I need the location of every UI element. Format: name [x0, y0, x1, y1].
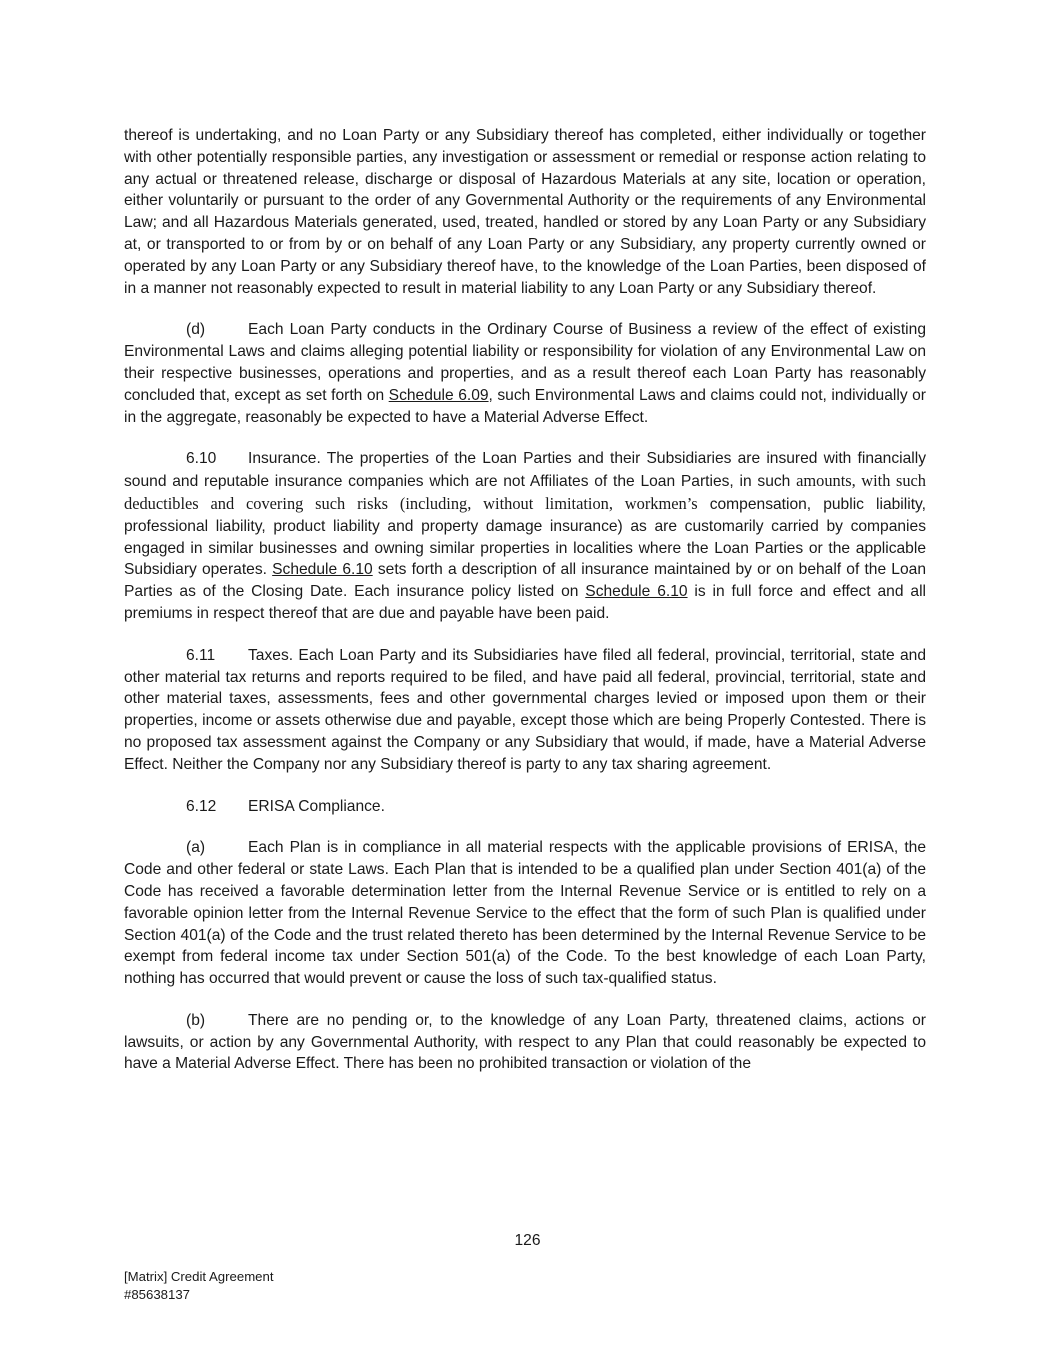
paragraph-text-serif: amounts, with such deductibles and covering such risks (including, without limitation, workmen’s — [124, 471, 926, 513]
paragraph-text: Each Loan Party conducts in the Ordinary Course of Business a review of the effect of existing Environmental Laws and claims alleging potential liability or responsibility for violation of any Environmental Law on their respective businesses, operations and properties, and as a result thereof each Loan Party has reasonably concluded that, except as set forth on — [124, 321, 926, 404]
paragraph-d — [124, 319, 926, 428]
paragraph-a — [124, 837, 926, 990]
clause-label-b: (b) — [186, 1011, 206, 1029]
section-heading: Taxes. — [248, 646, 294, 664]
section-heading: ERISA Compliance. — [248, 797, 385, 815]
section-6-12 — [124, 796, 926, 818]
footer-document-id: #85638137 — [124, 1286, 191, 1302]
section-6-11 — [124, 645, 926, 776]
section-number: 6.12 — [186, 797, 217, 815]
section-heading: Insurance. — [248, 450, 321, 468]
schedule-6-10-reference: Schedule 6.10 — [585, 583, 688, 601]
section-number: 6.10 — [186, 450, 217, 468]
paragraph-text: Each Loan Party and its Subsidiaries have filed all federal, provincial, territorial, state and other material tax returns and reports required to be filed, and have paid all federal, provincial, territorial, state and other material taxes, assessments, fees and other governmental charges levied or imposed upon them or their properties, income or assets otherwise due and payable, except those which are being Properly Contested. There is no proposed tax assessment against the Company or any Subsidiary that would, if made, have a Material Adverse Effect. Neither the Company nor any Subsidiary thereof is party to any tax sharing agreement. — [124, 646, 926, 773]
page-number: 126 — [514, 1232, 541, 1249]
paragraph-text: compensation, public liability, professional liability, product liability and property damage insurance) as are customarily carried by companies engaged in similar businesses and owning similar properties in localities where the Loan Parties or the applicable Subsidiary operates. — [124, 495, 927, 579]
schedule-6-10-reference: Schedule 6.10 — [272, 561, 373, 579]
paragraph-text: The properties of the Loan Parties and their Subsidiaries are insured with financially sound and reputable insurance companies which are not Affiliates of the Loan Parties, in such — [124, 450, 926, 491]
paragraph-text: sets forth a description of all insurance maintained by or on behalf of the Loan Parties as of the Closing Date. Each insurance policy listed on — [124, 561, 926, 601]
schedule-6-09-reference: Schedule 6.09 — [388, 386, 489, 404]
paragraph-text: thereof is undertaking, and no Loan Party or any Subsidiary thereof has completed, either individually or together with other potentially responsible parties, any investigation or assessment or remedial or response action relating to any actual or threatened release, discharge or disposal of Hazardous Materials at any site, location or operation, either voluntarily or pursuant to the order of any Governmental Authority or the requirements of any Environmental Law; and all Hazardous Materials generated, used, treated, handled or stored by any Loan Party or any Subsidiary at, or transported to or from by or on behalf of any Loan Party or any Subsidiary, any property currently owned or operated by any Loan Party or any Subsidiary thereof have, to the knowledge of the Loan Parties, been disposed of in a manner not reasonably expected to result in material liability to any Loan Party or any Subsidiary thereof. — [124, 127, 926, 297]
section-number: 6.11 — [186, 646, 216, 664]
paragraph-text: Each Plan is in compliance in all material respects with the applicable provisions of ERISA, the Code and other federal or state Laws. Each Plan that is intended to be a qualified plan under Section 401(a) of the Code has received a favorable determination letter from the Internal Revenue Service or is entitled to rely on a favorable opinion letter from the Internal Revenue Service to the effect that the form of such Plan is qualified under Section 401(a) of the Code and the trust related thereto has been determined by the Internal Revenue Service to be exempt from federal income tax under Section 501(a) of the Code. To the best knowledge of each Loan Party, nothing has occurred that would prevent or cause the loss of such tax-qualified status. — [124, 839, 926, 988]
clause-label-d: (d) — [186, 321, 206, 339]
document-footer — [124, 1268, 274, 1303]
clause-label-a: (a) — [186, 839, 206, 857]
paragraph-continuation — [124, 125, 926, 299]
paragraph-text: There are no pending or, to the knowledge of any Loan Party, threatened claims, actions or lawsuits, or action by any Governmental Authority, with respect to any Plan that could reasonably be expected to have a Material Adverse Effect. There has been no prohibited transaction or violation of the — [124, 1011, 926, 1073]
paragraph-text: , such Environmental Laws and claims could not, individually or in the aggregate, reasonably be expected to have a Material Adverse Effect. — [124, 386, 926, 426]
footer-title: [Matrix] Credit Agreement — [124, 1269, 274, 1284]
paragraph-text: is in full force and effect and all premiums in respect thereof that are due and payable have been paid. — [124, 583, 926, 622]
section-6-10 — [124, 448, 926, 624]
document-body — [124, 125, 926, 1095]
paragraph-b — [124, 1010, 926, 1075]
